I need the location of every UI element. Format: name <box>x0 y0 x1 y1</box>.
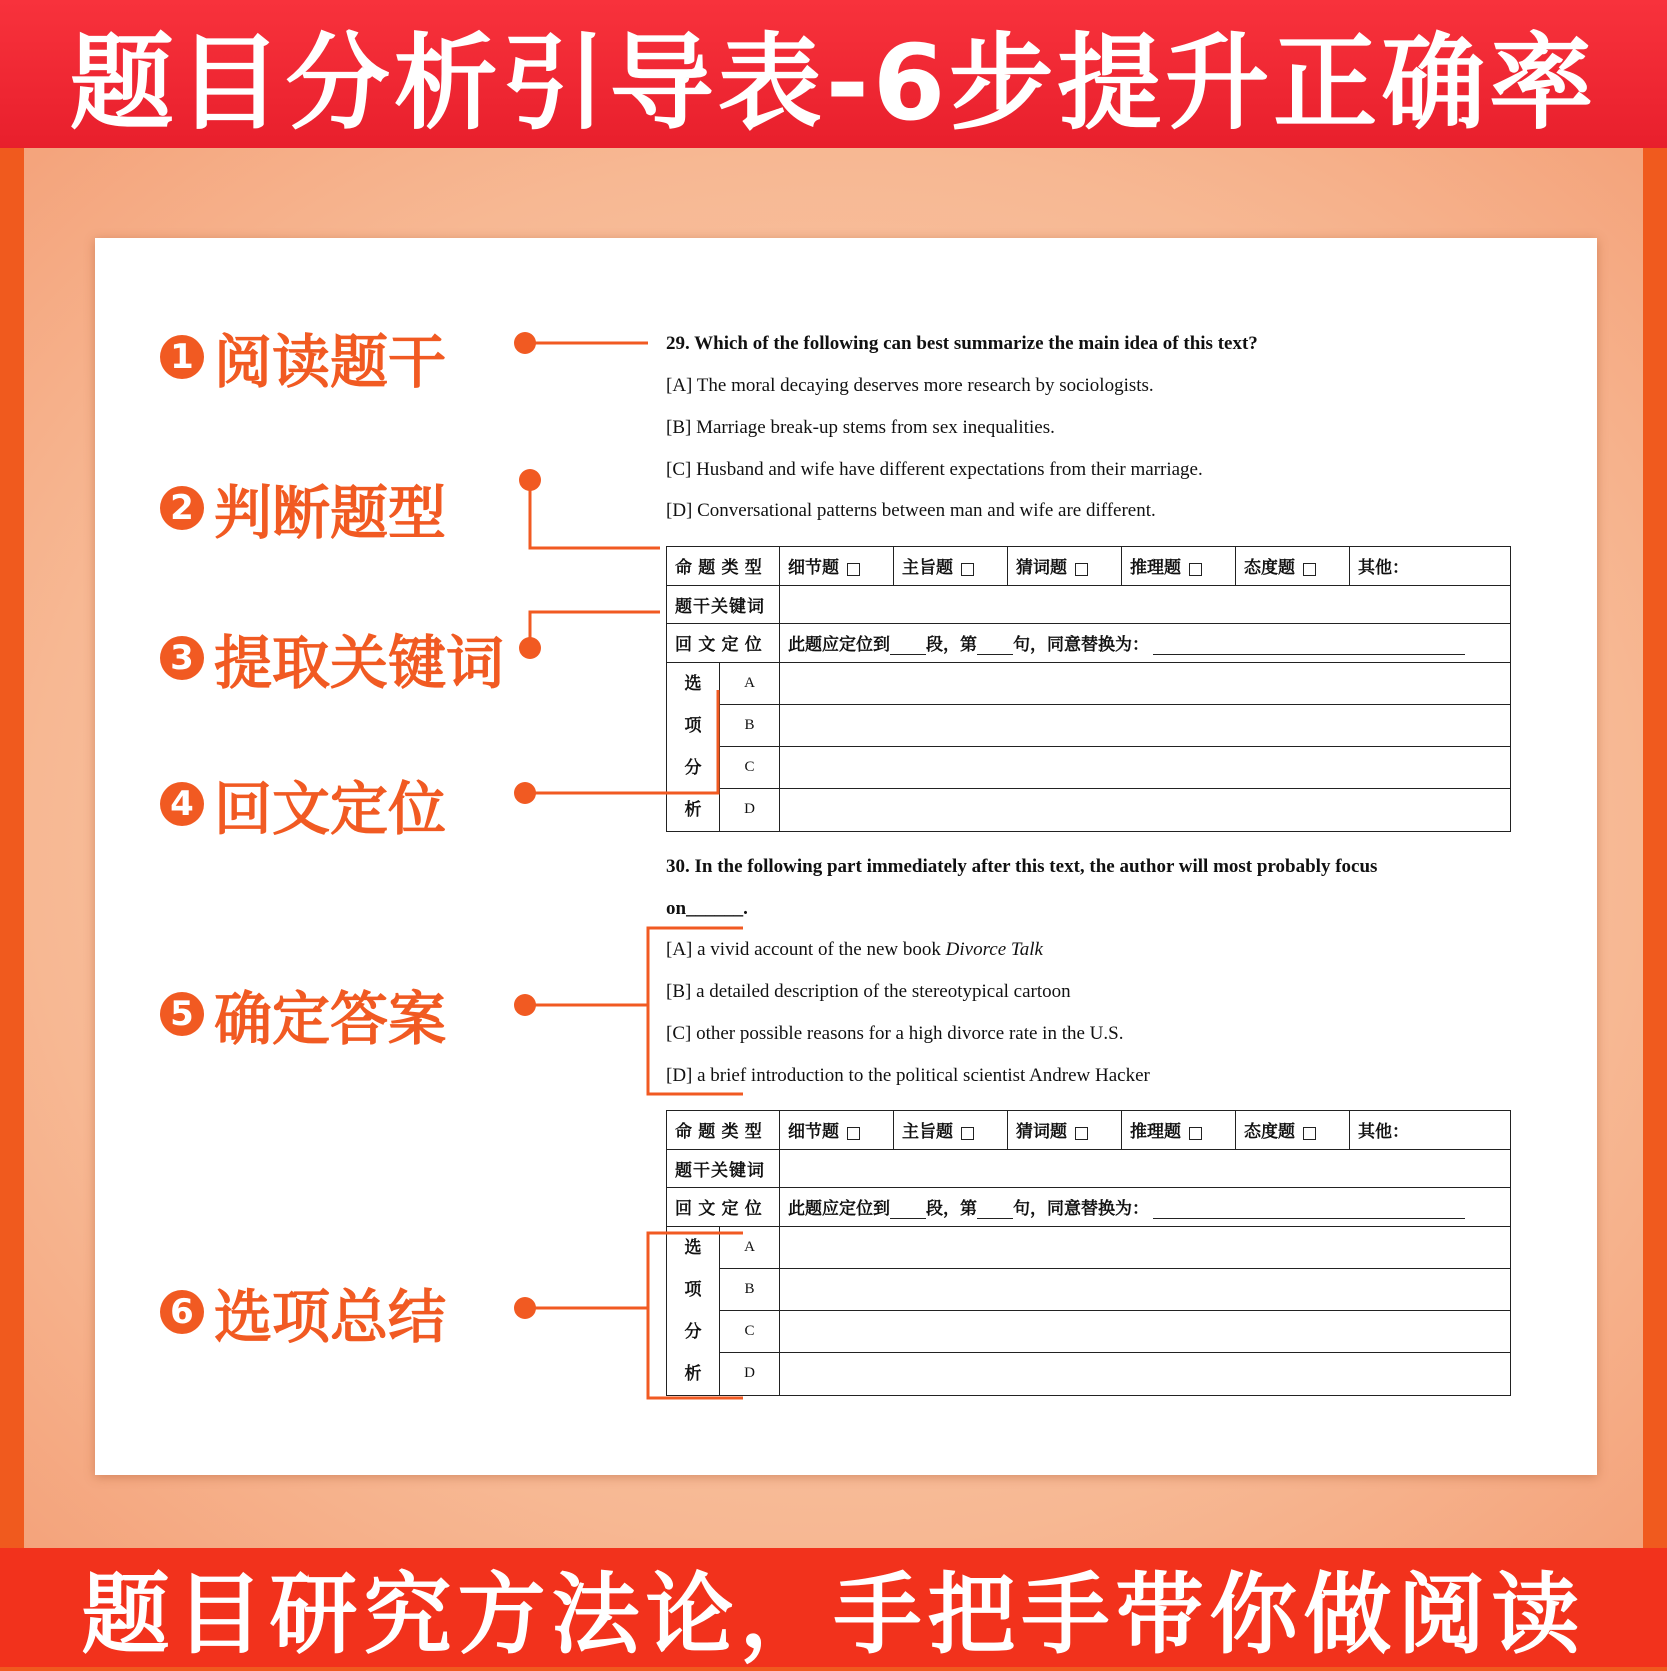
option-analysis-label: 选 项 分 析 <box>667 1226 720 1395</box>
keyword-field[interactable] <box>780 585 1511 624</box>
q30-stem-line2: on______. <box>666 898 748 919</box>
step-5 <box>160 972 446 1056</box>
type-attitude: 态度题 <box>1236 547 1350 586</box>
checkbox[interactable] <box>1075 1127 1088 1140</box>
locate-field[interactable]: 此题应定位到 段，第 句，同意替换为： <box>780 624 1511 663</box>
checkbox[interactable] <box>847 1127 860 1140</box>
step-label: 提取关键词 <box>214 629 505 697</box>
step-number: 4 <box>160 782 204 826</box>
option-letter: A <box>720 1226 780 1268</box>
footer-banner <box>0 1548 1667 1667</box>
option-analysis-field[interactable] <box>780 1226 1511 1268</box>
option-analysis-field[interactable] <box>780 1311 1511 1353</box>
step-1 <box>160 315 446 399</box>
type-other[interactable]: 其他： <box>1350 1111 1511 1150</box>
step-label: 回文定位 <box>214 775 447 843</box>
locate-label: 回 文 定 位 <box>667 624 780 663</box>
q29-option-b: [B] Marriage break-up stems from sex inequalities. <box>666 417 1055 438</box>
q30-option-a: [A] a vivid account of the new book Divorce Talk <box>666 939 1043 960</box>
keyword-field[interactable] <box>780 1149 1511 1188</box>
option-analysis-field[interactable] <box>780 1268 1511 1310</box>
step-number: 6 <box>160 1290 204 1334</box>
q30-option-c: [C] other possible reasons for a high divorce rate in the U.S. <box>666 1023 1124 1044</box>
step-label: 阅读题干 <box>214 328 447 396</box>
option-letter: D <box>720 1353 780 1395</box>
type-detail: 细节题 <box>780 1111 894 1150</box>
step-number: 1 <box>160 335 204 379</box>
checkbox[interactable] <box>1189 563 1202 576</box>
type-main-idea: 主旨题 <box>894 1111 1008 1150</box>
step-label: 判断题型 <box>214 479 447 547</box>
option-analysis-field[interactable] <box>780 789 1511 831</box>
option-analysis-field[interactable] <box>780 747 1511 789</box>
type-other[interactable]: 其他： <box>1350 547 1511 586</box>
type-attitude: 态度题 <box>1236 1111 1350 1150</box>
step-number: 2 <box>160 486 204 530</box>
type-vocab: 猜词题 <box>1008 1111 1122 1150</box>
option-letter: C <box>720 1311 780 1353</box>
q29-option-a: [A] The moral decaying deserves more research by sociologists. <box>666 375 1154 396</box>
checkbox[interactable] <box>961 563 974 576</box>
page-title: 题目分析引导表-6步提升正确率 <box>69 22 1598 144</box>
type-inference: 推理题 <box>1122 1111 1236 1150</box>
footer-slogan: 题目研究方法论，手把手带你做阅读 <box>81 1562 1586 1666</box>
type-detail: 细节题 <box>780 547 894 586</box>
option-analysis-field[interactable] <box>780 662 1511 704</box>
option-analysis-label: 选 项 分 析 <box>667 662 720 831</box>
step-3 <box>160 616 504 700</box>
checkbox[interactable] <box>1075 563 1088 576</box>
option-letter: C <box>720 747 780 789</box>
option-analysis-field[interactable] <box>780 1353 1511 1395</box>
q30-option-b: [B] a detailed description of the stereotypical cartoon <box>666 981 1071 1002</box>
checkbox[interactable] <box>847 563 860 576</box>
type-label: 命 题 类 型 <box>667 547 780 586</box>
checkbox[interactable] <box>1303 1127 1316 1140</box>
step-4 <box>160 762 446 846</box>
checkbox[interactable] <box>1303 563 1316 576</box>
q30-stem-line1: 30. In the following part immediately after this text, the author will most probably focus <box>666 856 1378 877</box>
option-letter: B <box>720 1268 780 1310</box>
option-letter: A <box>720 662 780 704</box>
step-label: 确定答案 <box>214 985 447 1053</box>
locate-label: 回 文 定 位 <box>667 1188 780 1227</box>
type-inference: 推理题 <box>1122 547 1236 586</box>
step-label: 选项总结 <box>214 1283 447 1351</box>
keyword-label: 题干关键词 <box>667 1149 780 1188</box>
type-vocab: 猜词题 <box>1008 547 1122 586</box>
step-6 <box>160 1270 446 1354</box>
step-number: 3 <box>160 636 204 680</box>
option-letter: B <box>720 704 780 746</box>
analysis-table-q30 <box>666 1110 1511 1396</box>
type-main-idea: 主旨题 <box>894 547 1008 586</box>
locate-field[interactable]: 此题应定位到 段，第 句，同意替换为： <box>780 1188 1511 1227</box>
checkbox[interactable] <box>1189 1127 1202 1140</box>
q30-option-d: [D] a brief introduction to the political scientist Andrew Hacker <box>666 1065 1150 1086</box>
option-letter: D <box>720 789 780 831</box>
analysis-table-q29 <box>666 546 1511 832</box>
option-analysis-field[interactable] <box>780 704 1511 746</box>
checkbox[interactable] <box>961 1127 974 1140</box>
header-banner <box>0 0 1667 148</box>
type-label: 命 题 类 型 <box>667 1111 780 1150</box>
q29-stem: 29. Which of the following can best summarize the main idea of this text? <box>666 333 1258 354</box>
step-number: 5 <box>160 992 204 1036</box>
keyword-label: 题干关键词 <box>667 585 780 624</box>
q29-option-c: [C] Husband and wife have different expectations from their marriage. <box>666 459 1203 480</box>
step-2 <box>160 466 446 550</box>
q29-option-d: [D] Conversational patterns between man and wife are different. <box>666 500 1156 521</box>
